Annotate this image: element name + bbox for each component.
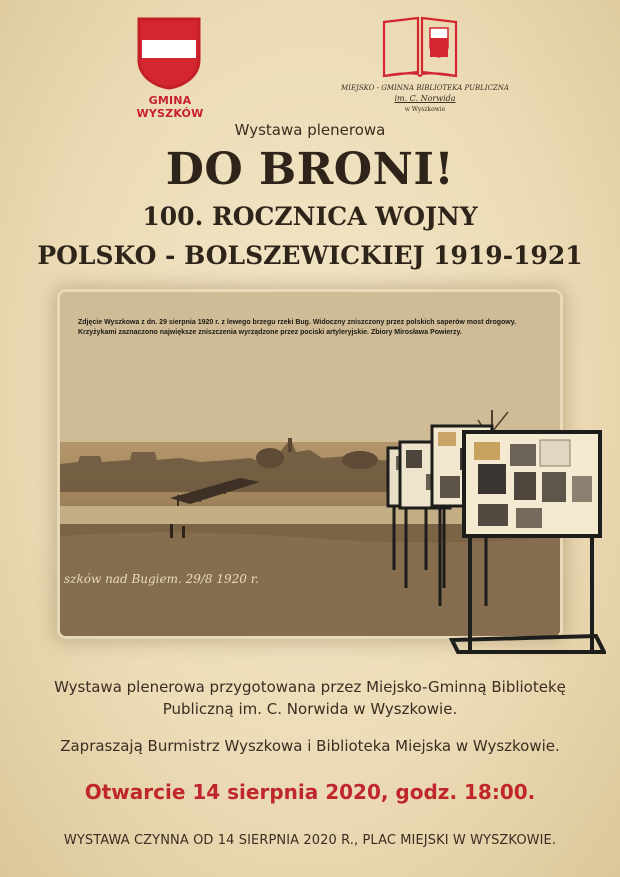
library-name: MIEJSKO - GMINNA BIBLIOTEKA PUBLICZNA <box>341 84 509 92</box>
book-icon <box>380 16 460 82</box>
library-town: w Wyszkowie <box>404 106 446 113</box>
photo-caption: Zdjęcie Wyszkowa z dn. 29 sierpnia 1920 r. z lewego brzegu rzeki Bug. Widoczny zniszczony przez polskich saperów most drogowy. Krzyżykami zaznaczono największe zniszczenia wyrządzone przez pociski artyleryjskie. Zbiory Mirosława Powierzy. <box>78 319 517 336</box>
title-war: POLSKO - BOLSZEWICKIEJ 1919-1921 <box>37 241 583 270</box>
invitation-text: Zapraszają Burmistrz Wyszkowa i Biblioteka Miejska w Wyszkowie. <box>60 737 560 755</box>
title-anniversary: 100. ROCZNICA WOJNY <box>142 202 478 231</box>
exhibition-stands-image <box>386 420 606 660</box>
photo-inscription: szków nad Bugiem. 29/8 1920 r. <box>64 572 259 586</box>
page-title: DO BRONI! <box>165 144 455 195</box>
description-line2: Publiczną im. C. Norwida w Wyszkowie. <box>162 700 458 718</box>
gmina-logo <box>120 14 220 120</box>
shield-icon <box>136 16 202 90</box>
description-line1: Wystawa plenerowa przygotowana przez Miejsko-Gminną Bibliotekę <box>54 678 566 696</box>
library-patron: im. C. Norwida <box>394 94 456 103</box>
exhibition-subtitle: Wystawa plenerowa <box>234 121 386 139</box>
exhibition-dates: WYSTAWA CZYNNA OD 14 SIERPNIA 2020 R., PLAC MIEJSKI W WYSZKOWIE. <box>63 833 557 848</box>
library-logo <box>340 14 510 114</box>
gmina-name: GMINA WYSZKÓW <box>136 94 204 120</box>
opening-date: Otwarcie 14 sierpnia 2020, godz. 18:00. <box>84 780 536 804</box>
